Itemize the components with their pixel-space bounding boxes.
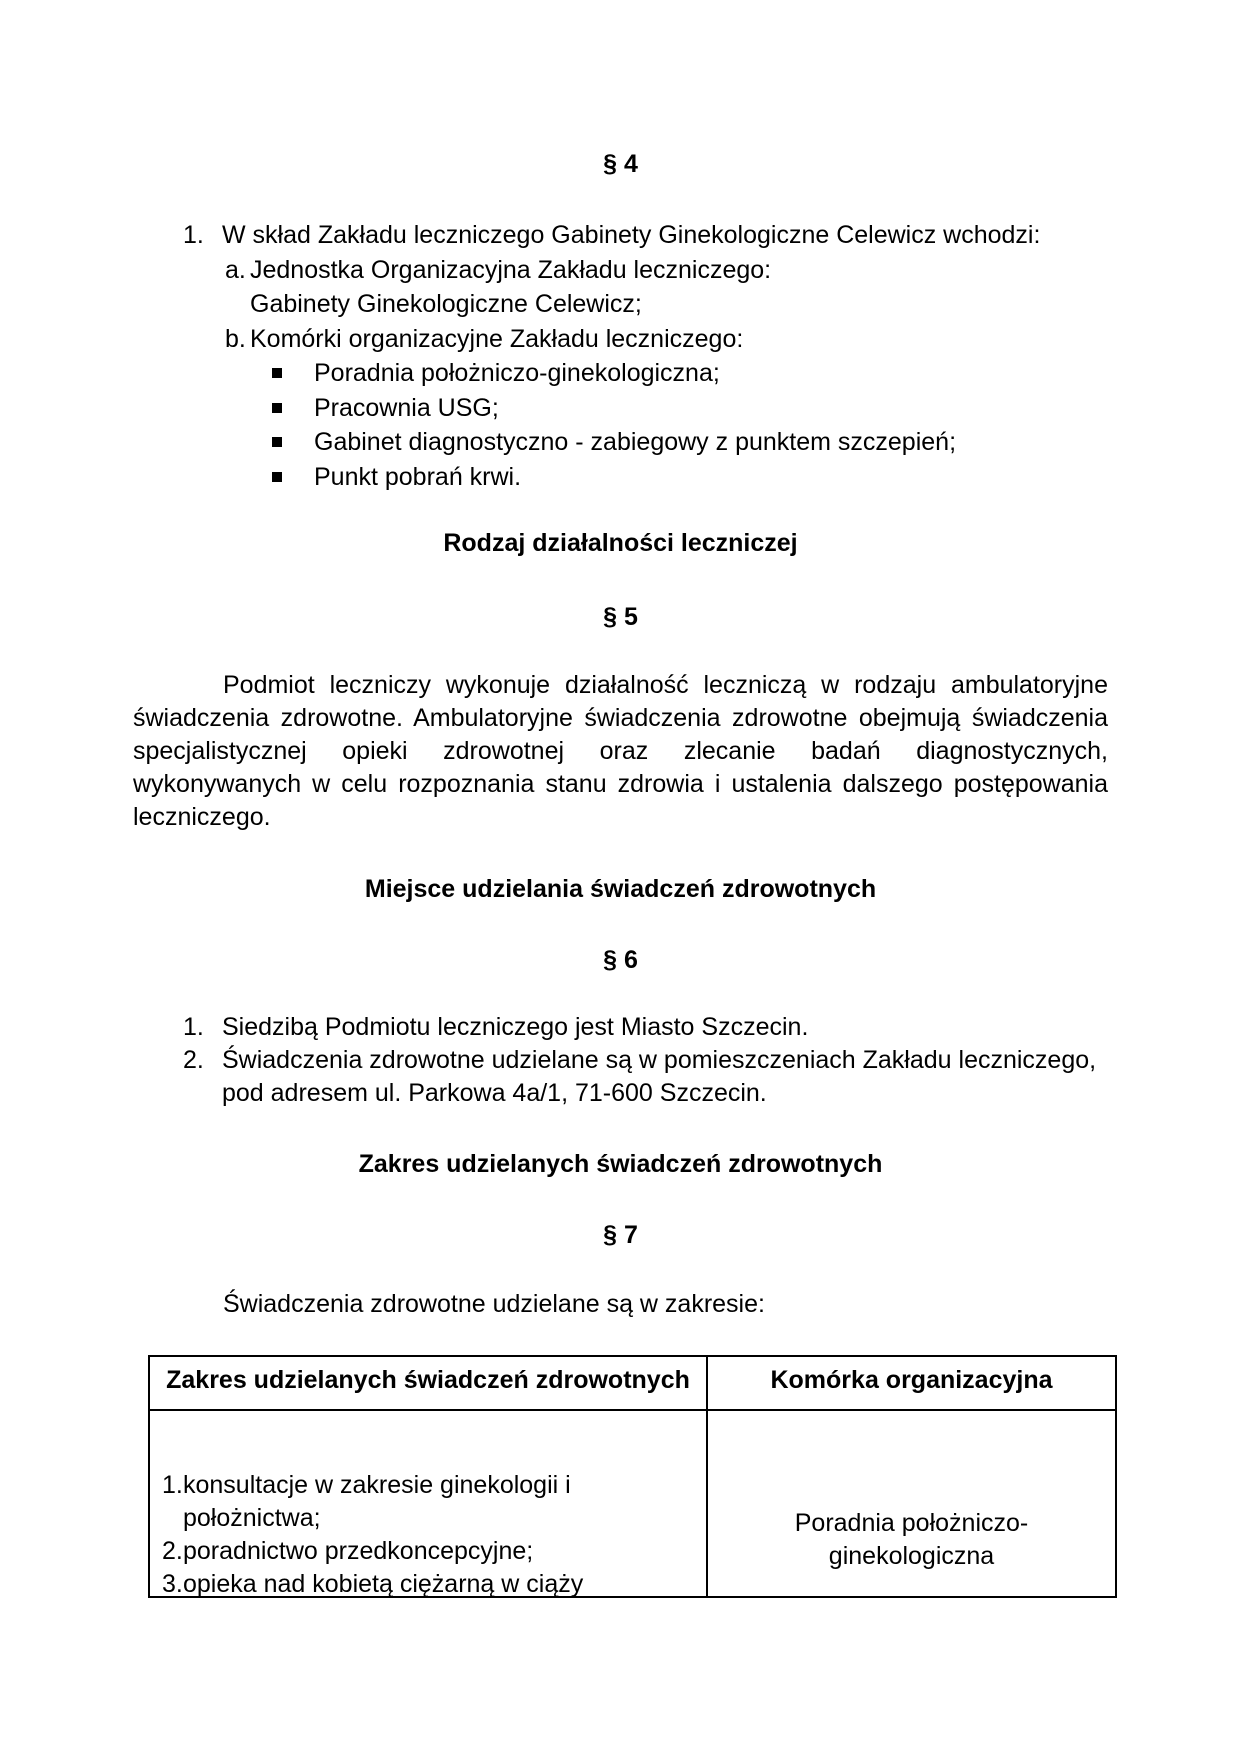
unit-name-line2: ginekologiczna — [828, 1542, 995, 1570]
list-item-number: 1. — [183, 1013, 204, 1041]
table-item-number: 2. — [162, 1537, 183, 1565]
org-structure-list — [133, 218, 1108, 494]
bullet-square-icon — [272, 403, 282, 413]
bullet-marker — [272, 391, 314, 426]
location-list — [133, 1011, 1108, 1110]
table-cell-scope — [150, 1411, 708, 1596]
section-6-number: § 6 — [603, 946, 638, 974]
table-item-text: poradnictwo przedkoncepcyjne; — [183, 1537, 534, 1565]
section-7-number: § 7 — [603, 1221, 638, 1249]
table-item-text: opieka nad kobietą ciężarną w ciąży — [183, 1570, 584, 1596]
heading-service-scope: Zakres udzielanych świadczeń zdrowotnych — [358, 1150, 883, 1178]
heading-activity-type: Rodzaj działalności leczniczej — [443, 529, 798, 557]
section-4-number: § 4 — [603, 150, 638, 178]
unit-name-line1: Poradnia położniczo- — [794, 1509, 1029, 1537]
table-scope-item — [162, 1535, 696, 1568]
table-header-row — [150, 1357, 1115, 1411]
bullet-item-text: Poradnia położniczo-ginekologiczna; — [314, 359, 720, 387]
bullet-item — [133, 425, 1108, 460]
section-5-paragraph: Podmiot leczniczy wykonuje działalność leczniczą w rodzaju ambulatoryjne świadczenia zdrowotne. Ambulatoryjne świadczenia zdrowotne obejmują świadczenia specjalistycznej opieki zdrowotnej oraz zlecanie badań diagnostycznych, wykonywanych w celu rozpoznania stanu zdrowia i ustalenia dalszego postępowania leczniczego. — [133, 671, 1108, 831]
sub-item-a-continuation: Gabinety Ginekologiczne Celewicz; — [250, 290, 642, 318]
sub-list-item-b — [133, 322, 1108, 357]
table-header-unit: Komórka organizacyjna — [770, 1366, 1053, 1394]
services-table — [148, 1355, 1117, 1598]
sub-item-letter: a. — [225, 255, 246, 284]
list-item-1 — [133, 218, 1108, 253]
sub-item-letter: b. — [225, 324, 246, 353]
section-5-number: § 5 — [603, 603, 638, 631]
bullet-square-icon — [272, 437, 282, 447]
table-scope-item — [162, 1469, 696, 1535]
list-item-text: Siedzibą Podmiotu leczniczego jest Miasto Szczecin. — [222, 1013, 809, 1041]
table-scope-item — [162, 1568, 696, 1596]
table-item-number: 3. — [162, 1570, 183, 1596]
bullet-marker — [272, 425, 314, 460]
table-cell-unit — [708, 1411, 1115, 1596]
bullet-square-icon — [272, 472, 282, 482]
bullet-item — [133, 460, 1108, 495]
bullet-square-icon — [272, 368, 282, 378]
bullet-item — [133, 356, 1108, 391]
sub-item-text: Komórki organizacyjne Zakładu leczniczego: — [250, 324, 744, 353]
table-item-text: konsultacje w zakresie ginekologii i położnictwa; — [183, 1471, 571, 1532]
bullet-item — [133, 391, 1108, 426]
table-item-number: 1. — [162, 1471, 183, 1499]
bullet-item-text: Gabinet diagnostyczno - zabiegowy z punktem szczepień; — [314, 428, 957, 456]
table-row — [150, 1411, 1115, 1596]
list-item-text: Świadczenia zdrowotne udzielane są w pomieszczeniach Zakładu leczniczego, pod adresem ul. Parkowa 4a/1, 71-600 Szczecin. — [222, 1046, 1097, 1107]
list-item-text: W skład Zakładu leczniczego Gabinety Ginekologiczne Celewicz wchodzi: — [222, 221, 1041, 249]
sub-item-text: Jednostka Organizacyjna Zakładu leczniczego: — [250, 255, 772, 284]
sub-list-item-a — [133, 253, 1108, 288]
list-item — [133, 1011, 1108, 1044]
list-item-number: 2. — [183, 1046, 204, 1074]
bullet-item-text: Punkt pobrań krwi. — [314, 462, 522, 491]
heading-service-place: Miejsce udzielania świadczeń zdrowotnych — [364, 875, 877, 903]
bullet-marker — [272, 356, 314, 391]
bullet-item-text: Pracownia USG; — [314, 393, 499, 422]
list-item-number: 1. — [183, 221, 204, 249]
list-item — [133, 1044, 1108, 1110]
table-header-scope: Zakres udzielanych świadczeń zdrowotnych — [150, 1357, 708, 1409]
section-7-intro: Świadczenia zdrowotne udzielane są w zakresie: — [223, 1290, 765, 1318]
bullet-marker — [272, 460, 314, 495]
